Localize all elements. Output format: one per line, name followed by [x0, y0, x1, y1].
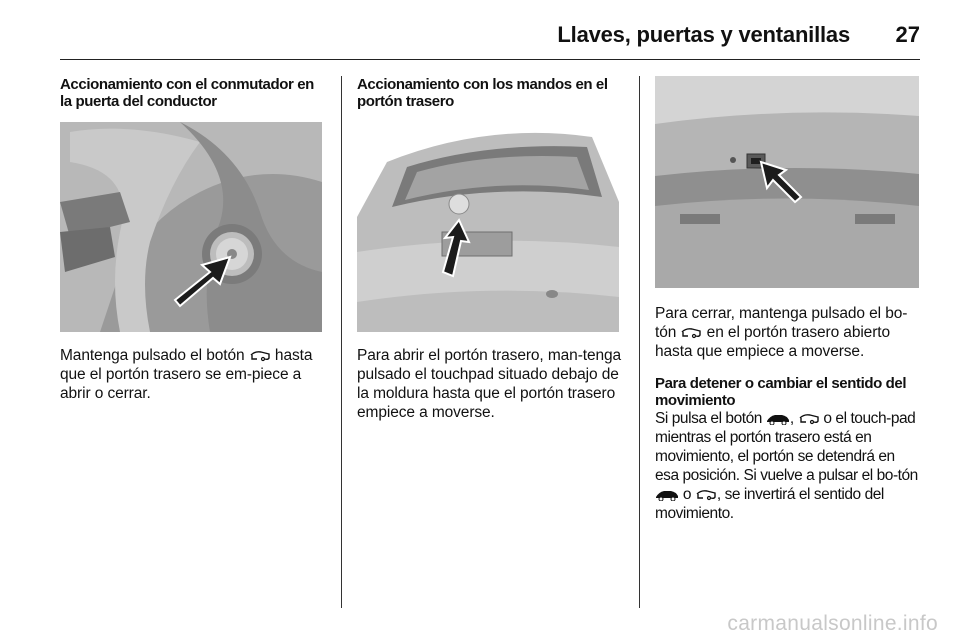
tailgate-icon [798, 413, 820, 425]
section-heading: Para detener o cambiar el sentido del movimiento [655, 375, 907, 409]
close-instruction-text: Para cerrar, mantenga pulsado el bo-tón en el portón trasero abierto hasta que empiece a moverse. [655, 305, 908, 360]
column-tailgate-controls [357, 76, 623, 110]
instruction-text: Mantenga pulsado el botón hasta que el portón trasero se em-piece a abrir o cerrar. [60, 347, 313, 402]
tailgate-icon [695, 489, 717, 501]
page-header [60, 14, 920, 60]
car-key-icon [766, 413, 790, 425]
column-tailgate-controls-text [357, 346, 623, 422]
column-tailgate-close [655, 304, 921, 523]
page-title: Llaves, puertas y ventanillas [557, 22, 850, 47]
instruction-text: Para abrir el portón trasero, man-tenga pulsado el touchpad situado debajo de la moldura hasta que el portón trasero empiece a moverse. [357, 347, 622, 421]
tailgate-icon [249, 350, 271, 362]
section-heading: Accionamiento con los mandos en el portón trasero [357, 76, 608, 110]
column-divider [341, 76, 342, 608]
stop-instruction-text: Si pulsa el botón , o el touch-pad mientras el portón trasero está en movimiento, el portón se detendrá en esa posición. Si vuelve a pulsar el bo-tón o , se invertirá el sentido del movimiento. [655, 410, 918, 522]
car-key-icon [655, 489, 679, 501]
figure-tailgate-rear [357, 122, 619, 332]
column-driver-door-text [60, 346, 326, 403]
figure-tailgate-interior-button [655, 76, 919, 288]
column-divider [639, 76, 640, 608]
column-driver-door [60, 76, 326, 110]
watermark: carmanualsonline.info [727, 612, 938, 635]
tailgate-icon [680, 327, 702, 339]
figure-driver-door-switch [60, 122, 322, 332]
page-number: 27 [895, 22, 920, 47]
section-heading: Accionamiento con el conmutador en la puerta del conductor [60, 76, 314, 110]
